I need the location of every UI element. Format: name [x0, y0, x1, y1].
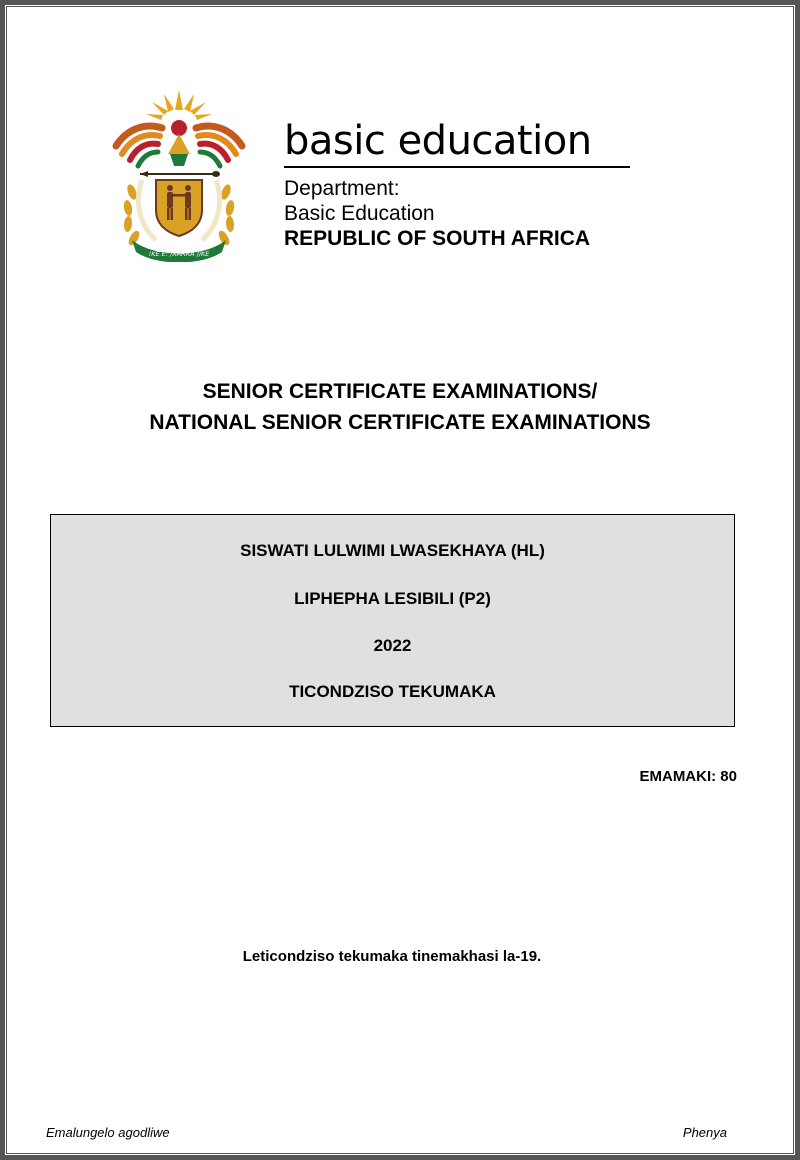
paper-number: LIPHEPHA LESIBILI (P2): [294, 589, 491, 608]
country-name: REPUBLIC OF SOUTH AFRICA: [284, 227, 591, 250]
footer-turn-over: Phenya: [682, 1125, 727, 1140]
exam-title: [0, 376, 800, 438]
brand-divider: [284, 166, 630, 168]
exam-title-line-1: SENIOR CERTIFICATE EXAMINATIONS/: [202, 380, 598, 403]
page-count-note: Leticondziso tekumaka tinemakhasi la-19.: [242, 948, 542, 965]
coat-of-arms-logo: [104, 82, 254, 262]
wing-left: [116, 126, 162, 166]
subject-box: [50, 514, 735, 727]
footer-copyright: Emalungelo agodliwe: [46, 1125, 170, 1140]
wing-right: [196, 126, 242, 166]
sun-rays: [146, 90, 212, 120]
department-line-1: Department:: [284, 177, 400, 200]
shield: [156, 180, 202, 236]
exam-title-line-2: NATIONAL SENIOR CERTIFICATE EXAMINATIONS: [149, 411, 651, 434]
department-line-2: Basic Education: [284, 202, 435, 225]
total-marks: EMAMAKI: 80: [639, 768, 737, 785]
department-brand: [284, 118, 644, 252]
subject-name: SISWATI LULWIMI LWASEKHAYA (HL): [240, 541, 545, 560]
brand-name: basic education: [284, 118, 592, 164]
exam-year: 2022: [373, 636, 412, 655]
coat-of-arms-motto: !KE E: /XARRA //KE: [148, 250, 210, 258]
document-type: TICONDZISO TEKUMAKA: [289, 682, 496, 701]
